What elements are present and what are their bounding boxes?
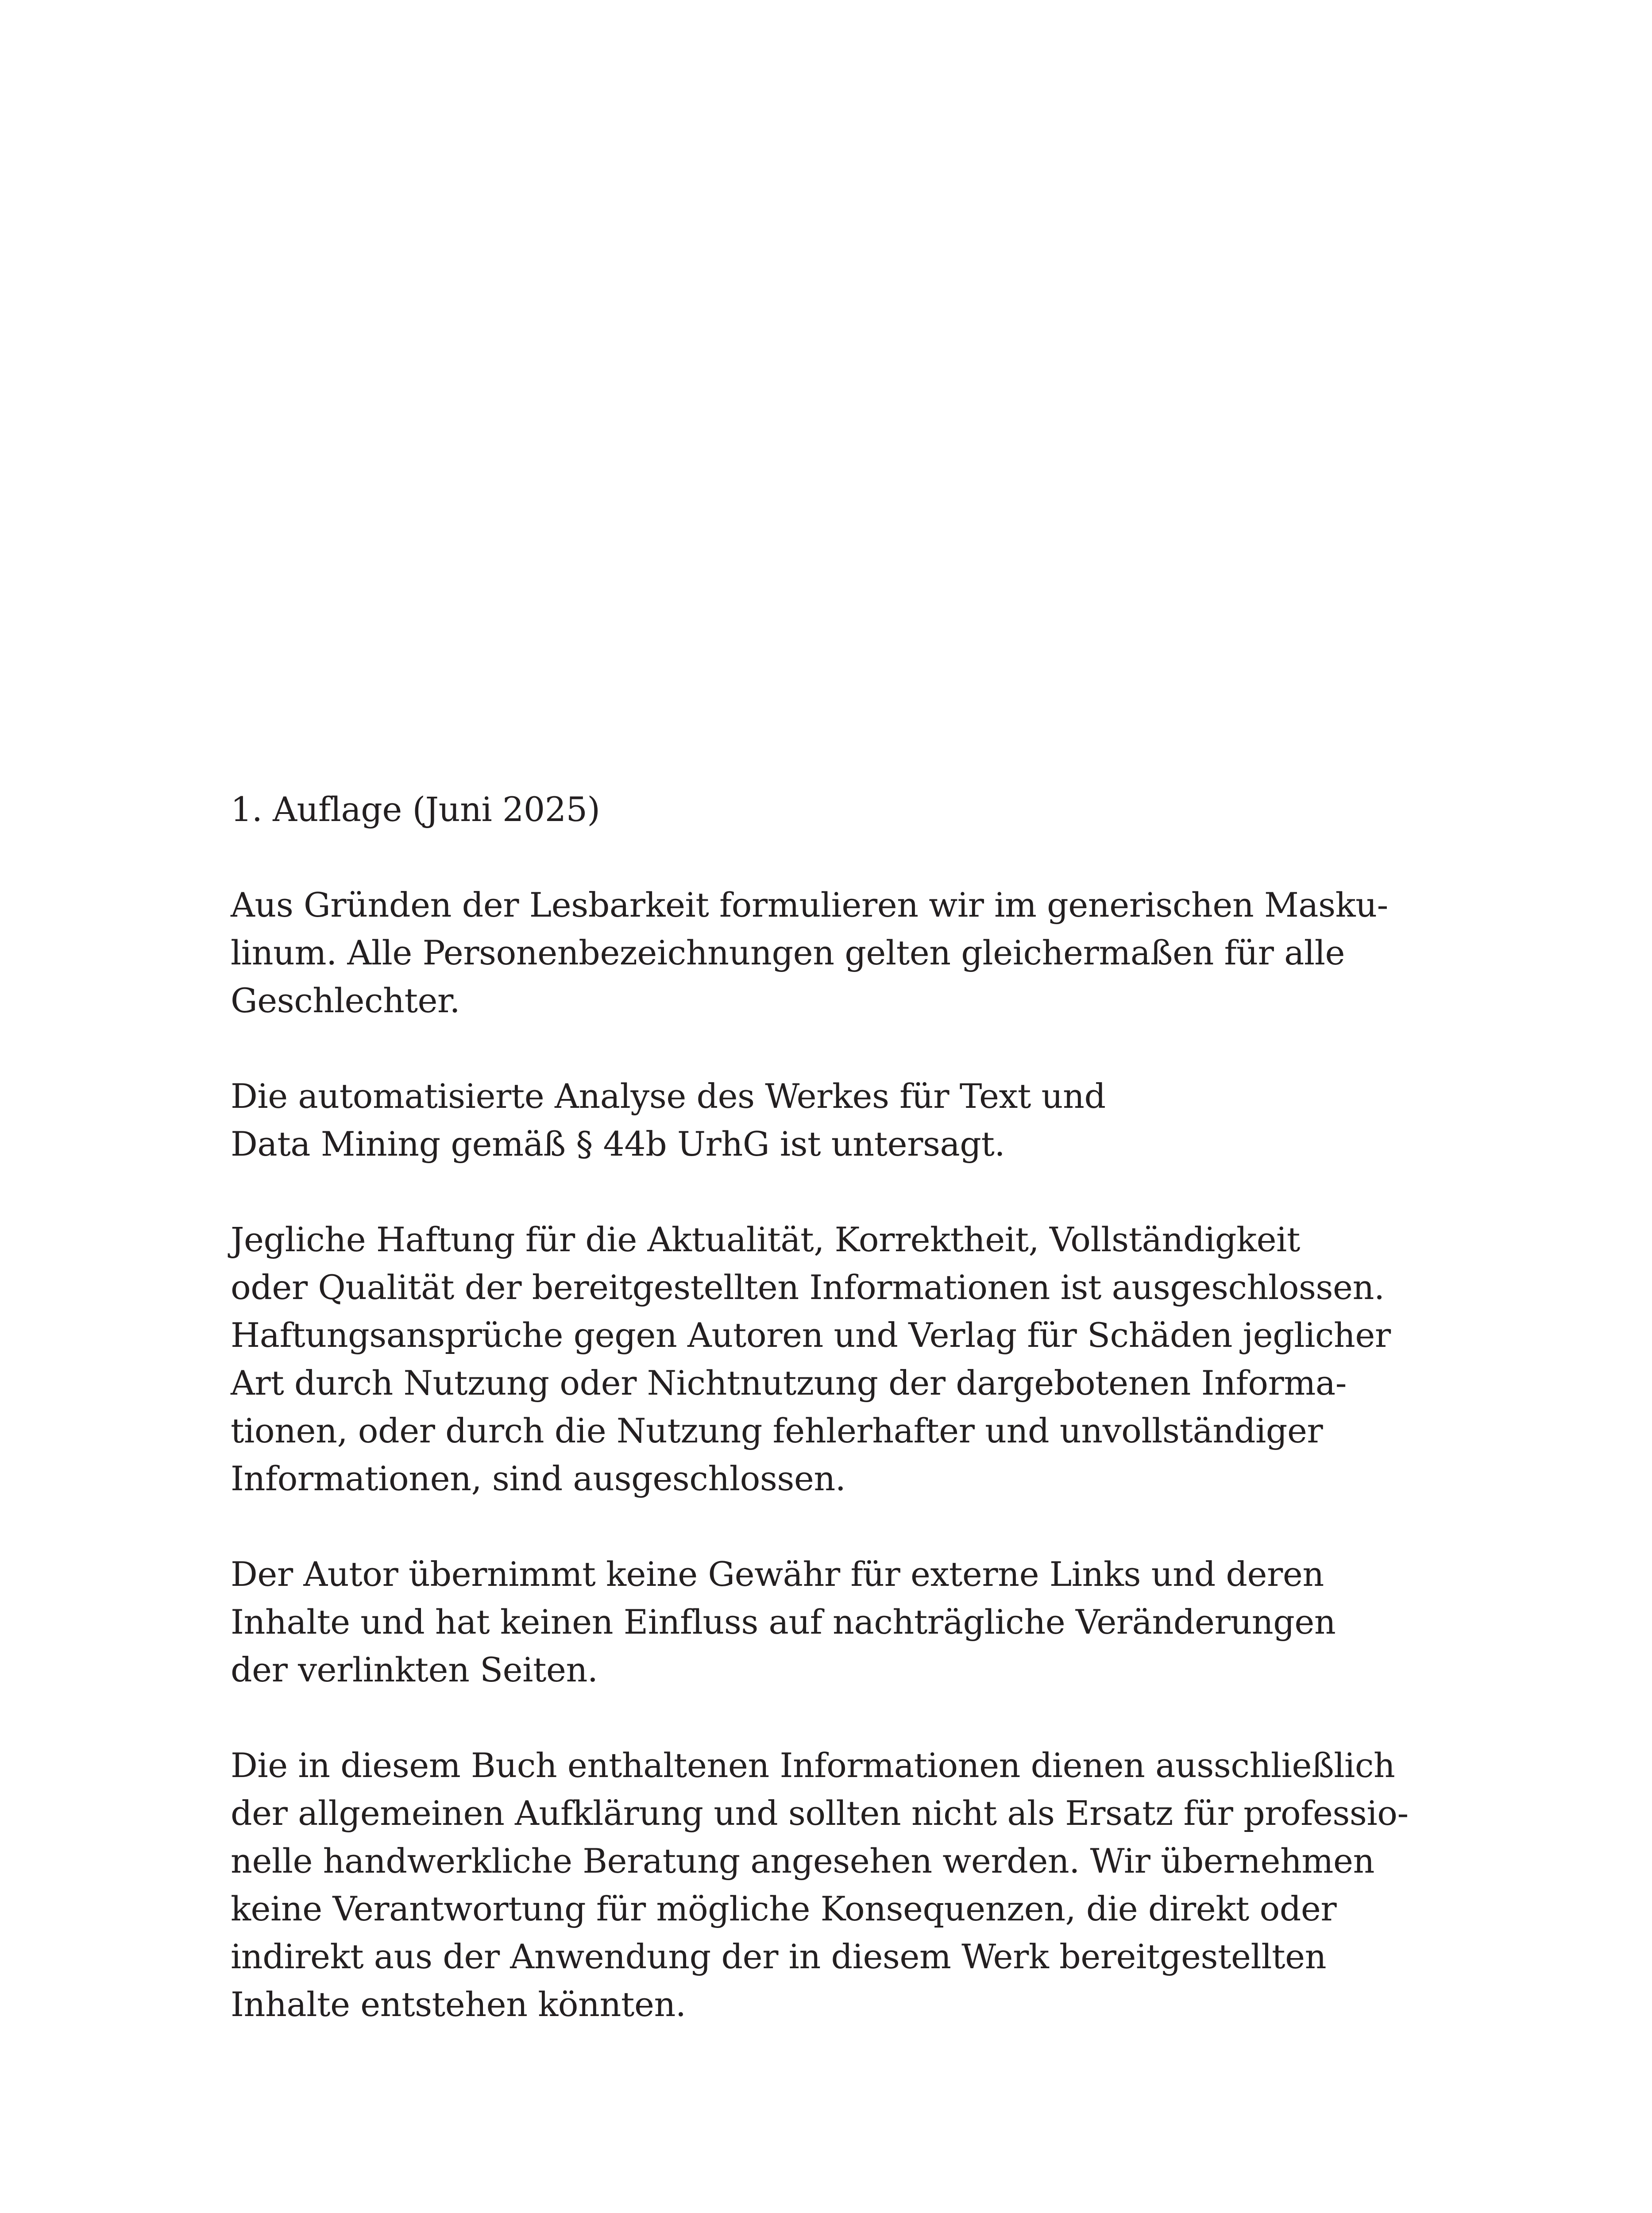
text-line: oder Qualität der bereitgestellten Informationen ist ausgeschlossen. (231, 1268, 1385, 1307)
liability-disclaimer-paragraph (231, 1216, 1426, 1503)
tdm-reservation-paragraph (231, 1072, 1426, 1168)
text-line: der allgemeinen Aufklärung und sollten nicht als Ersatz für professio- (231, 1793, 1409, 1833)
text-line: Informationen, sind ausgeschlossen. (231, 1459, 846, 1498)
text-line: Data Mining gemäß § 44b UrhG ist untersagt. (231, 1124, 1005, 1164)
text-line: tionen, oder durch die Nutzung fehlerhafter und unvollständiger (231, 1411, 1323, 1450)
text-line: Haftungsansprüche gegen Autoren und Verlag für Schäden jeglicher (231, 1315, 1391, 1355)
external-links-disclaimer-paragraph (231, 1550, 1426, 1694)
text-line: Die automatisierte Analyse des Werkes für Text und (231, 1076, 1106, 1116)
text-line: Inhalte entstehen könnten. (231, 1985, 686, 2024)
gender-note-paragraph (231, 881, 1426, 1025)
edition-note (231, 786, 1426, 833)
text-line: Geschlechter. (231, 981, 460, 1020)
edition-line: 1. Auflage (Juni 2025) (231, 790, 600, 829)
text-line: Art durch Nutzung oder Nichtnutzung der dargebotenen Informa- (231, 1363, 1347, 1403)
imprint-text-block (231, 786, 1426, 2028)
text-line: der verlinkten Seiten. (231, 1650, 598, 1689)
text-line: keine Verantwortung für mögliche Konsequenzen, die direkt oder (231, 1889, 1337, 1928)
text-line: indirekt aus der Anwendung der in diesem Werk bereitgestellten (231, 1937, 1327, 1976)
text-line: linum. Alle Personenbezeichnungen gelten gleichermaßen für alle (231, 933, 1345, 972)
text-line: Aus Gründen der Lesbarkeit formulieren wir im generischen Masku- (231, 885, 1388, 925)
advice-disclaimer-paragraph (231, 1742, 1426, 2028)
text-line: Der Autor übernimmt keine Gewähr für externe Links und deren (231, 1554, 1324, 1594)
text-line: Die in diesem Buch enthaltenen Informationen dienen ausschließlich (231, 1746, 1395, 1785)
text-line: nelle handwerkliche Beratung angesehen werden. Wir übernehmen (231, 1841, 1374, 1881)
text-line: Inhalte und hat keinen Einfluss auf nachträgliche Veränderungen (231, 1602, 1336, 1642)
text-line: Jegliche Haftung für die Aktualität, Korrektheit, Vollständigkeit (231, 1220, 1300, 1259)
